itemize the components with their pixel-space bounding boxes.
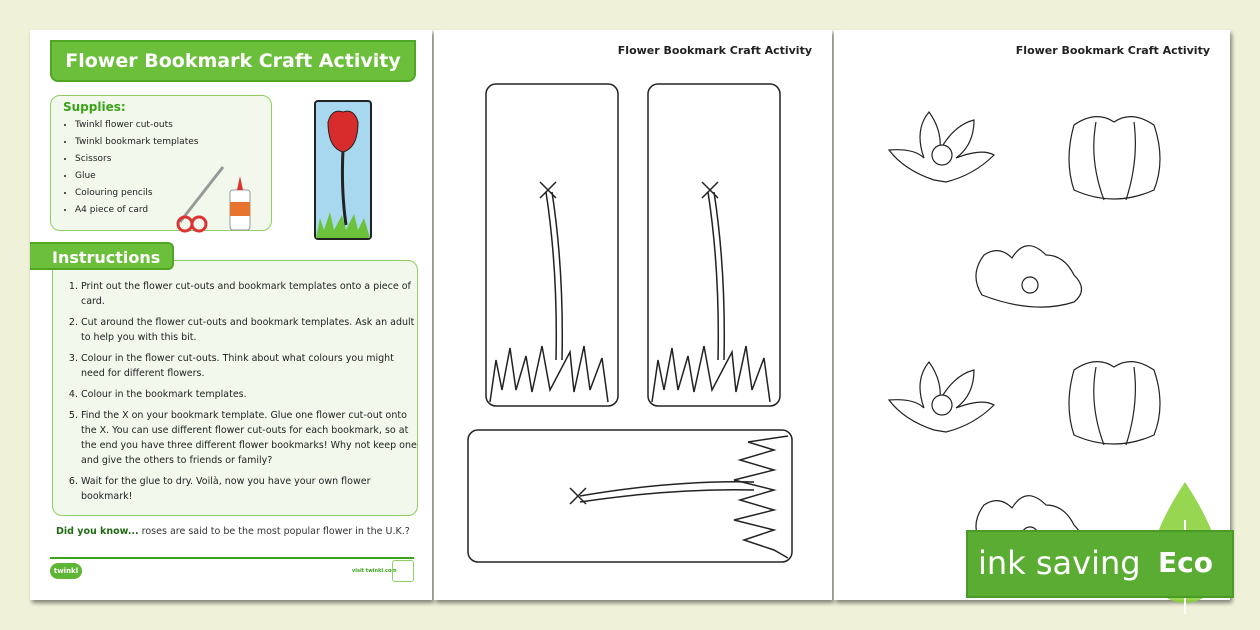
footer-divider [50,557,414,559]
did-you-know [56,526,410,537]
fact-text: roses are said to be the most popular flower in the U.K.? [138,526,410,537]
instruction-step: 1. Print out the flower cut-outs and bookmark templates onto a piece of card. [81,279,417,309]
supply-item: • A4 piece of card [75,202,271,219]
twinkl-logo: twinkl [50,563,82,579]
supplies-heading: Supplies: [63,100,126,114]
scissors-glue-illustration [175,162,255,237]
supply-item: • Colouring pencils [75,185,271,202]
page-title: Flower Bookmark Craft Activity [617,44,812,57]
bookmark-templates-page [434,30,832,600]
instruction-step: 2. Cut around the flower cut-outs and bookmark templates. Ask an adult to help you with this bit. [81,315,417,345]
instructions-page [30,30,432,600]
supply-item: • Twinkl bookmark templates [75,134,271,151]
instruction-step: 6. Wait for the glue to dry. Voilà, now you have your own flower bookmark! [81,474,417,504]
instructions-box [52,260,418,516]
quality-badge-icon [392,560,414,582]
instruction-step: 4. Colour in the bookmark templates. [81,387,417,402]
instruction-step: 5. Find the X on your bookmark template. Glue one flower cut-out onto the X. You can use different flower cut-outs for each bookmark, so at the end you have three different flower bookmarks! Why not keep one and give the others to friends or family? [81,408,417,468]
page-title: Flower Bookmark Craft Activity [50,40,416,82]
page-title: Flower Bookmark Craft Activity [1015,44,1210,57]
supply-item: • Twinkl flower cut-outs [75,117,271,134]
instructions-heading: Instructions [30,242,174,270]
fact-lead: Did you know... [56,526,139,537]
eco-label: Eco [1158,546,1213,579]
bookmark-templates-illustration [434,30,832,600]
visit-link[interactable]: visit twinkl.com [352,568,397,574]
supply-item: • Scissors [75,151,271,168]
ink-saving-badge [966,530,1234,598]
ink-saving-label: ink saving [978,544,1141,582]
supply-item: • Glue [75,168,271,185]
instruction-step: 3. Colour in the flower cut-outs. Think about what colours you might need for different flowers. [81,351,417,381]
tulip-bookmark-illustration [314,100,372,240]
